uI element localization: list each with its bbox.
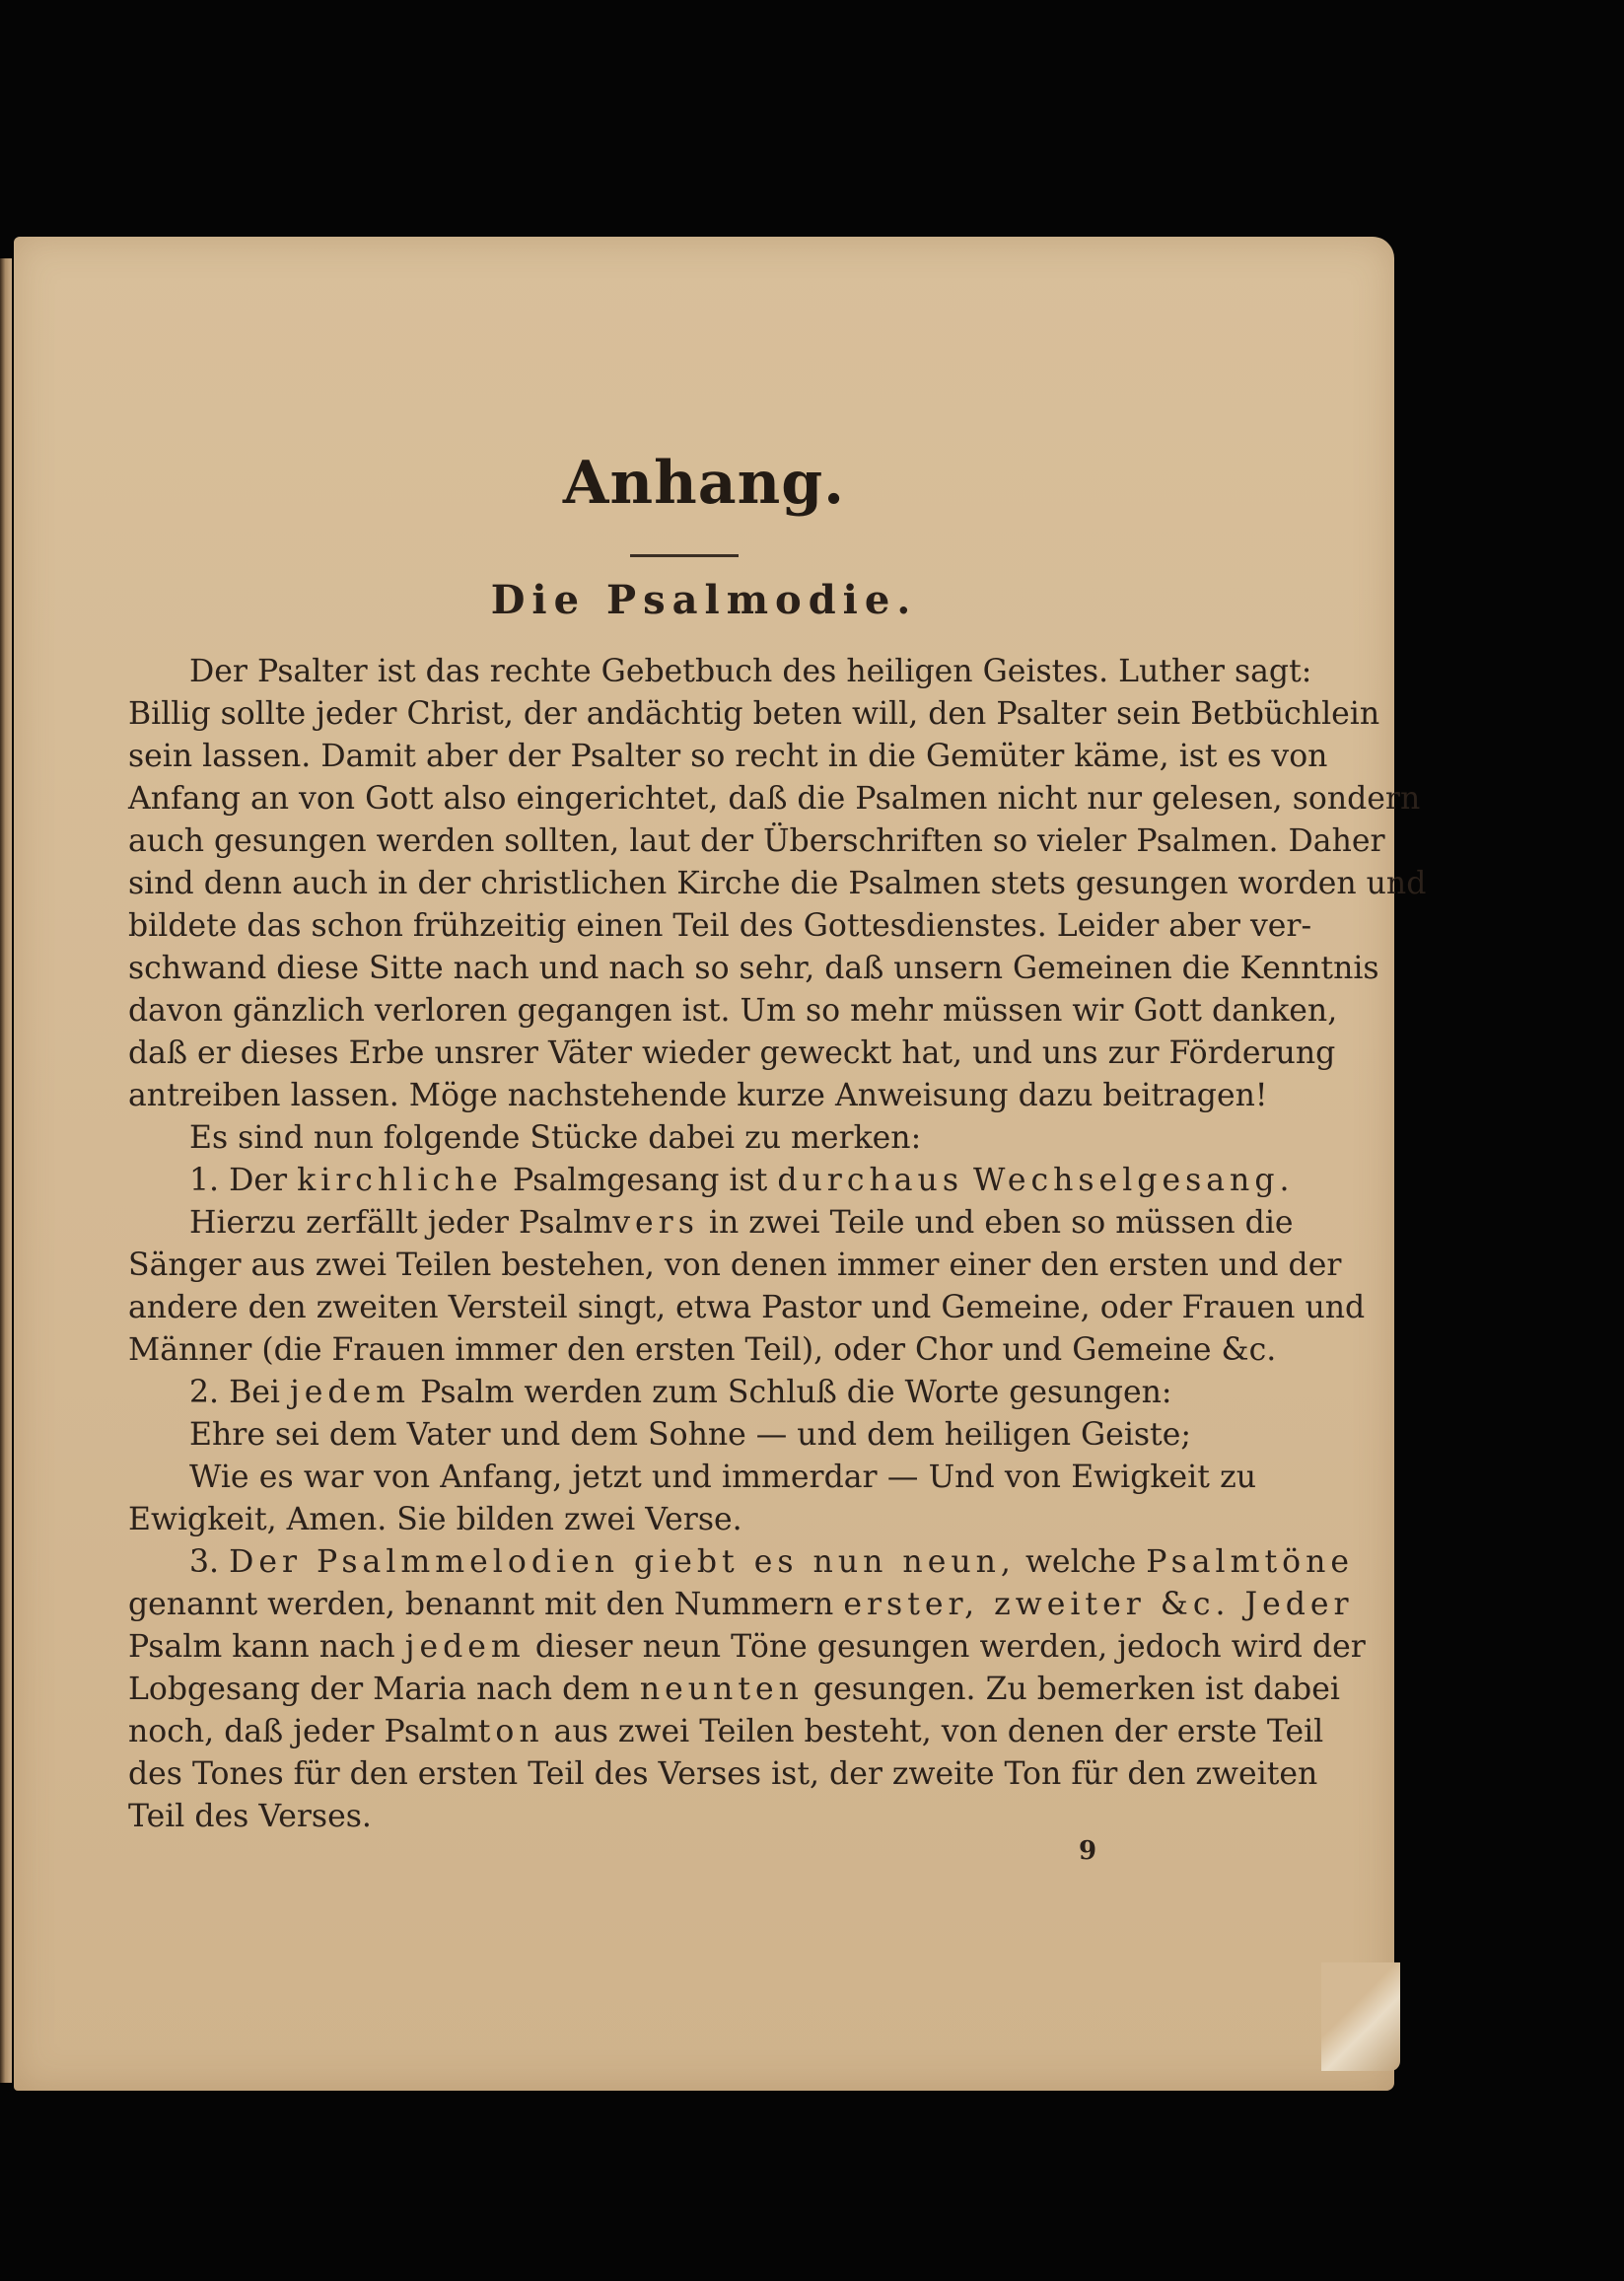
emphasis-spaced: erster, zweiter &c. Jeder bbox=[843, 1587, 1354, 1622]
text-line: Männer (die Frauen immer den ersten Teil), oder Chor und Gemeine &c. bbox=[128, 1332, 1277, 1368]
text-line: auch gesungen werden sollten, laut der Überschriften so vieler Psalmen. Daher bbox=[128, 823, 1385, 859]
item-number: 3. bbox=[189, 1544, 220, 1580]
page-title: Anhang. bbox=[562, 449, 846, 518]
text-line: daß er dieses Erbe unsrer Väter wieder geweckt hat, und uns zur Förderung bbox=[128, 1035, 1336, 1071]
body-text bbox=[128, 651, 1427, 1838]
text-line: antreiben lassen. Möge nachstehende kurze Anweisung dazu beitragen! bbox=[128, 1078, 1268, 1113]
text-line: sein lassen. Damit aber der Psalter so recht in die Gemüter käme, ist es von bbox=[128, 739, 1328, 774]
section-heading: Die Psalmodie. bbox=[490, 577, 918, 623]
page-corner-fold bbox=[1321, 1962, 1400, 2071]
emphasis-spaced: jedem bbox=[289, 1375, 411, 1410]
emphasis-spaced: Psalmtöne bbox=[1146, 1544, 1355, 1580]
title-divider bbox=[630, 554, 739, 557]
text-line: Teil des Verses. bbox=[128, 1799, 372, 1834]
emphasis-spaced: jedem bbox=[404, 1629, 526, 1665]
text-line: Psalm kann nach jedem dieser neun Töne gesungen werden, jedoch wird der bbox=[128, 1629, 1366, 1665]
text-line: Sänger aus zwei Teilen bestehen, von denen immer einer den ersten und der bbox=[128, 1247, 1342, 1283]
item-number: 2. bbox=[189, 1375, 220, 1410]
text-line: Lobgesang der Maria nach dem neunten gesungen. Zu bemerken ist dabei bbox=[128, 1672, 1340, 1707]
text-line: noch, daß jeder Psalmton aus zwei Teilen besteht, von denen der erste Teil bbox=[128, 1714, 1324, 1749]
text-line: des Tones für den ersten Teil des Verses ist, der zweite Ton für den zweiten bbox=[128, 1756, 1318, 1792]
emphasis-spaced: Wechselgesang. bbox=[973, 1163, 1295, 1198]
text-line: Es sind nun folgende Stücke dabei zu merken: bbox=[189, 1120, 922, 1156]
numbered-item-2: 2. Bei jedem Psalm werden zum Schluß die Worte gesungen: bbox=[189, 1375, 1172, 1410]
text-line: bildete das schon frühzeitig einen Teil des Gottesdienstes. Leider aber ver- bbox=[128, 908, 1312, 944]
emphasis-spaced: Der Psalmmelodien giebt es nun neun, bbox=[229, 1544, 1016, 1580]
text-line: Wie es war von Anfang, jetzt und immerdar — Und von Ewigkeit zu bbox=[189, 1460, 1256, 1495]
text-line: genannt werden, benannt mit den Nummern erster, zweiter &c. Jeder bbox=[128, 1587, 1354, 1622]
text-line: Ehre sei dem Vater und dem Sohne — und dem heiligen Geiste; bbox=[189, 1417, 1191, 1453]
text-line: Der Psalter ist das rechte Gebetbuch des heiligen Geistes. Luther sagt: bbox=[189, 654, 1312, 689]
book-page bbox=[14, 237, 1427, 2091]
page-number: 9 bbox=[1079, 1836, 1097, 1866]
text-line: schwand diese Sitte nach und nach so sehr, daß unsern Gemeinen die Kenntnis bbox=[128, 951, 1379, 986]
text-line: Hierzu zerfällt jeder Psalmvers in zwei Teile und eben so müssen die bbox=[189, 1205, 1294, 1241]
text-line: Anfang an von Gott also eingerichtet, daß die Psalmen nicht nur gelesen, sondern bbox=[128, 781, 1421, 817]
emphasis-spaced: ton bbox=[477, 1714, 544, 1749]
previous-page-edge bbox=[0, 258, 12, 2083]
emphasis-spaced: kirchliche bbox=[297, 1163, 503, 1198]
text-line: sind denn auch in der christlichen Kirche die Psalmen stets gesungen worden und bbox=[128, 866, 1427, 901]
emphasis-spaced: durchaus bbox=[777, 1163, 963, 1198]
emphasis-spaced: vers bbox=[612, 1205, 699, 1241]
emphasis-spaced: neunten bbox=[639, 1672, 804, 1707]
text-line: davon gänzlich verloren gegangen ist. Um so mehr müssen wir Gott danken, bbox=[128, 993, 1338, 1029]
text-line: Billig sollte jeder Christ, der andächtig beten will, den Psalter sein Betbüchlein bbox=[128, 696, 1380, 732]
text-line: Ewigkeit, Amen. Sie bilden zwei Verse. bbox=[128, 1502, 742, 1537]
numbered-item-1: 1. Der kirchliche Psalmgesang ist durchaus Wechselgesang. bbox=[189, 1163, 1295, 1198]
numbered-item-3: 3. Der Psalmmelodien giebt es nun neun, welche Psalmtöne bbox=[189, 1544, 1355, 1580]
text-line: andere den zweiten Versteil singt, etwa Pastor und Gemeine, oder Frauen und bbox=[128, 1290, 1366, 1325]
item-number: 1. bbox=[189, 1163, 220, 1198]
